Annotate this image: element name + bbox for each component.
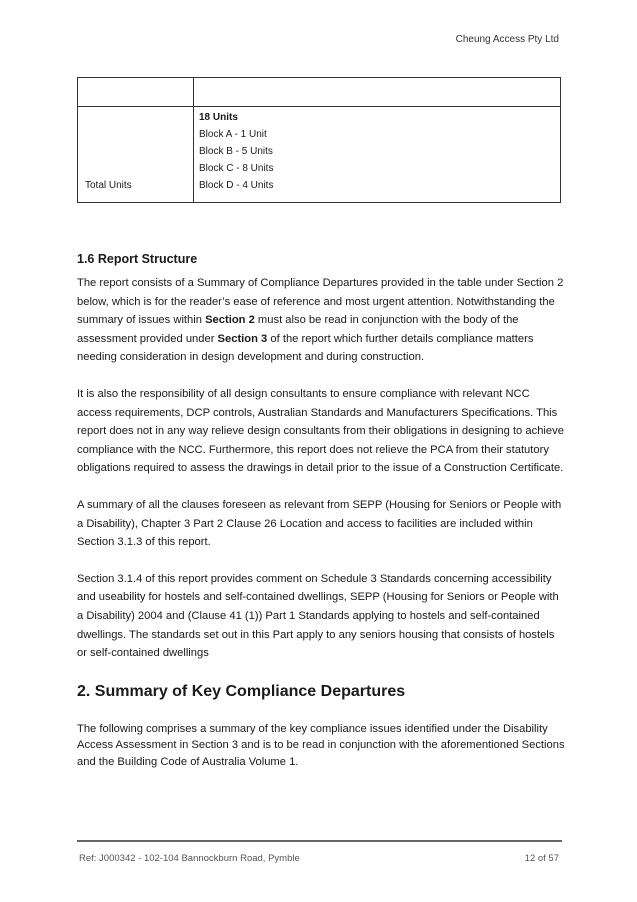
paragraph: It is also the responsibility of all design consultants to ensure compliance with relevant NCC access requirements, DCP controls, Australian Standards and Manufacturers Specifications. This report does not in any way relieve design consultants from their obligations in designing to achieve compliance with the NCC. Furthermore, this report does not relieve the PCA from their statutory obligations required to assess the drawings in detail prior to the issue of a Construction Certificate. [77,387,564,475]
block-unit-line: Block C - 8 Units [199,163,274,174]
table-cell-empty [78,78,194,107]
block-unit-line: Block B - 5 Units [199,146,273,157]
table-row [78,78,561,107]
company-name: Cheung Access Pty Ltd [455,34,559,45]
text-run: must also be read in conjunction with the body of the assessment provided under [77,314,519,345]
table-cell-empty [194,78,561,107]
paragraph [77,274,567,367]
paragraph: The following comprises a summary of the key compliance issues identified under the Disability Access Assessment in Section 3 and is to be read in conjunction with the aforementioned Sections and the Building Code of Australia Volume 1. [77,722,565,768]
section-heading-summary: 2. Summary of Key Compliance Departures [77,682,406,700]
table-row [78,107,561,203]
total-units-value: 18 Units [199,112,238,123]
block-unit-line: Block A - 1 Unit [199,129,267,140]
text-run: The report consists of a Summary of Compliance Departures provided in the table under Section 2 below, which is for the reader’s ease of reference and most urgent attention. Notwithstanding the summary of issues within [77,277,564,327]
block-unit-line: Block D - 4 Units [199,180,274,191]
paragraph: Section 3.1.4 of this report provides comment on Schedule 3 Standards concerning accessibility and useability for hostels and self-contained dwellings, SEPP (Housing for Seniors or People with a Disability) 2004 and (Clause 41 (1)) Part 1 Standards applying to hostels and self-contained dwellings. The standards set out in this Part apply to any seniors housing that consists of hostels or self-contained dwellings [77,572,559,660]
section-heading-report-structure: 1.6 Report Structure [77,252,198,266]
footer-divider [77,840,562,842]
footer-reference: Ref: J000342 - 102-104 Bannockburn Road, Pymble [79,853,300,864]
body-content [77,250,567,788]
units-table [77,77,561,203]
total-units-label: Total Units [78,107,194,203]
paragraph: A summary of all the clauses foreseen as relevant from SEPP (Housing for Seniors or People with a Disability), Chapter 3 Part 2 Clause 26 Location and access to facilities are included within Section 3.1.3 of this report. [77,498,562,549]
page-number: 12 of 57 [524,853,559,864]
bold-section-ref: Section 2 [205,314,255,327]
text-run: of the report which further details compliance matters needing consideration in design development and during construction. [77,332,534,364]
units-breakdown-cell [194,107,561,203]
bold-section-ref: Section 3 [217,332,268,345]
